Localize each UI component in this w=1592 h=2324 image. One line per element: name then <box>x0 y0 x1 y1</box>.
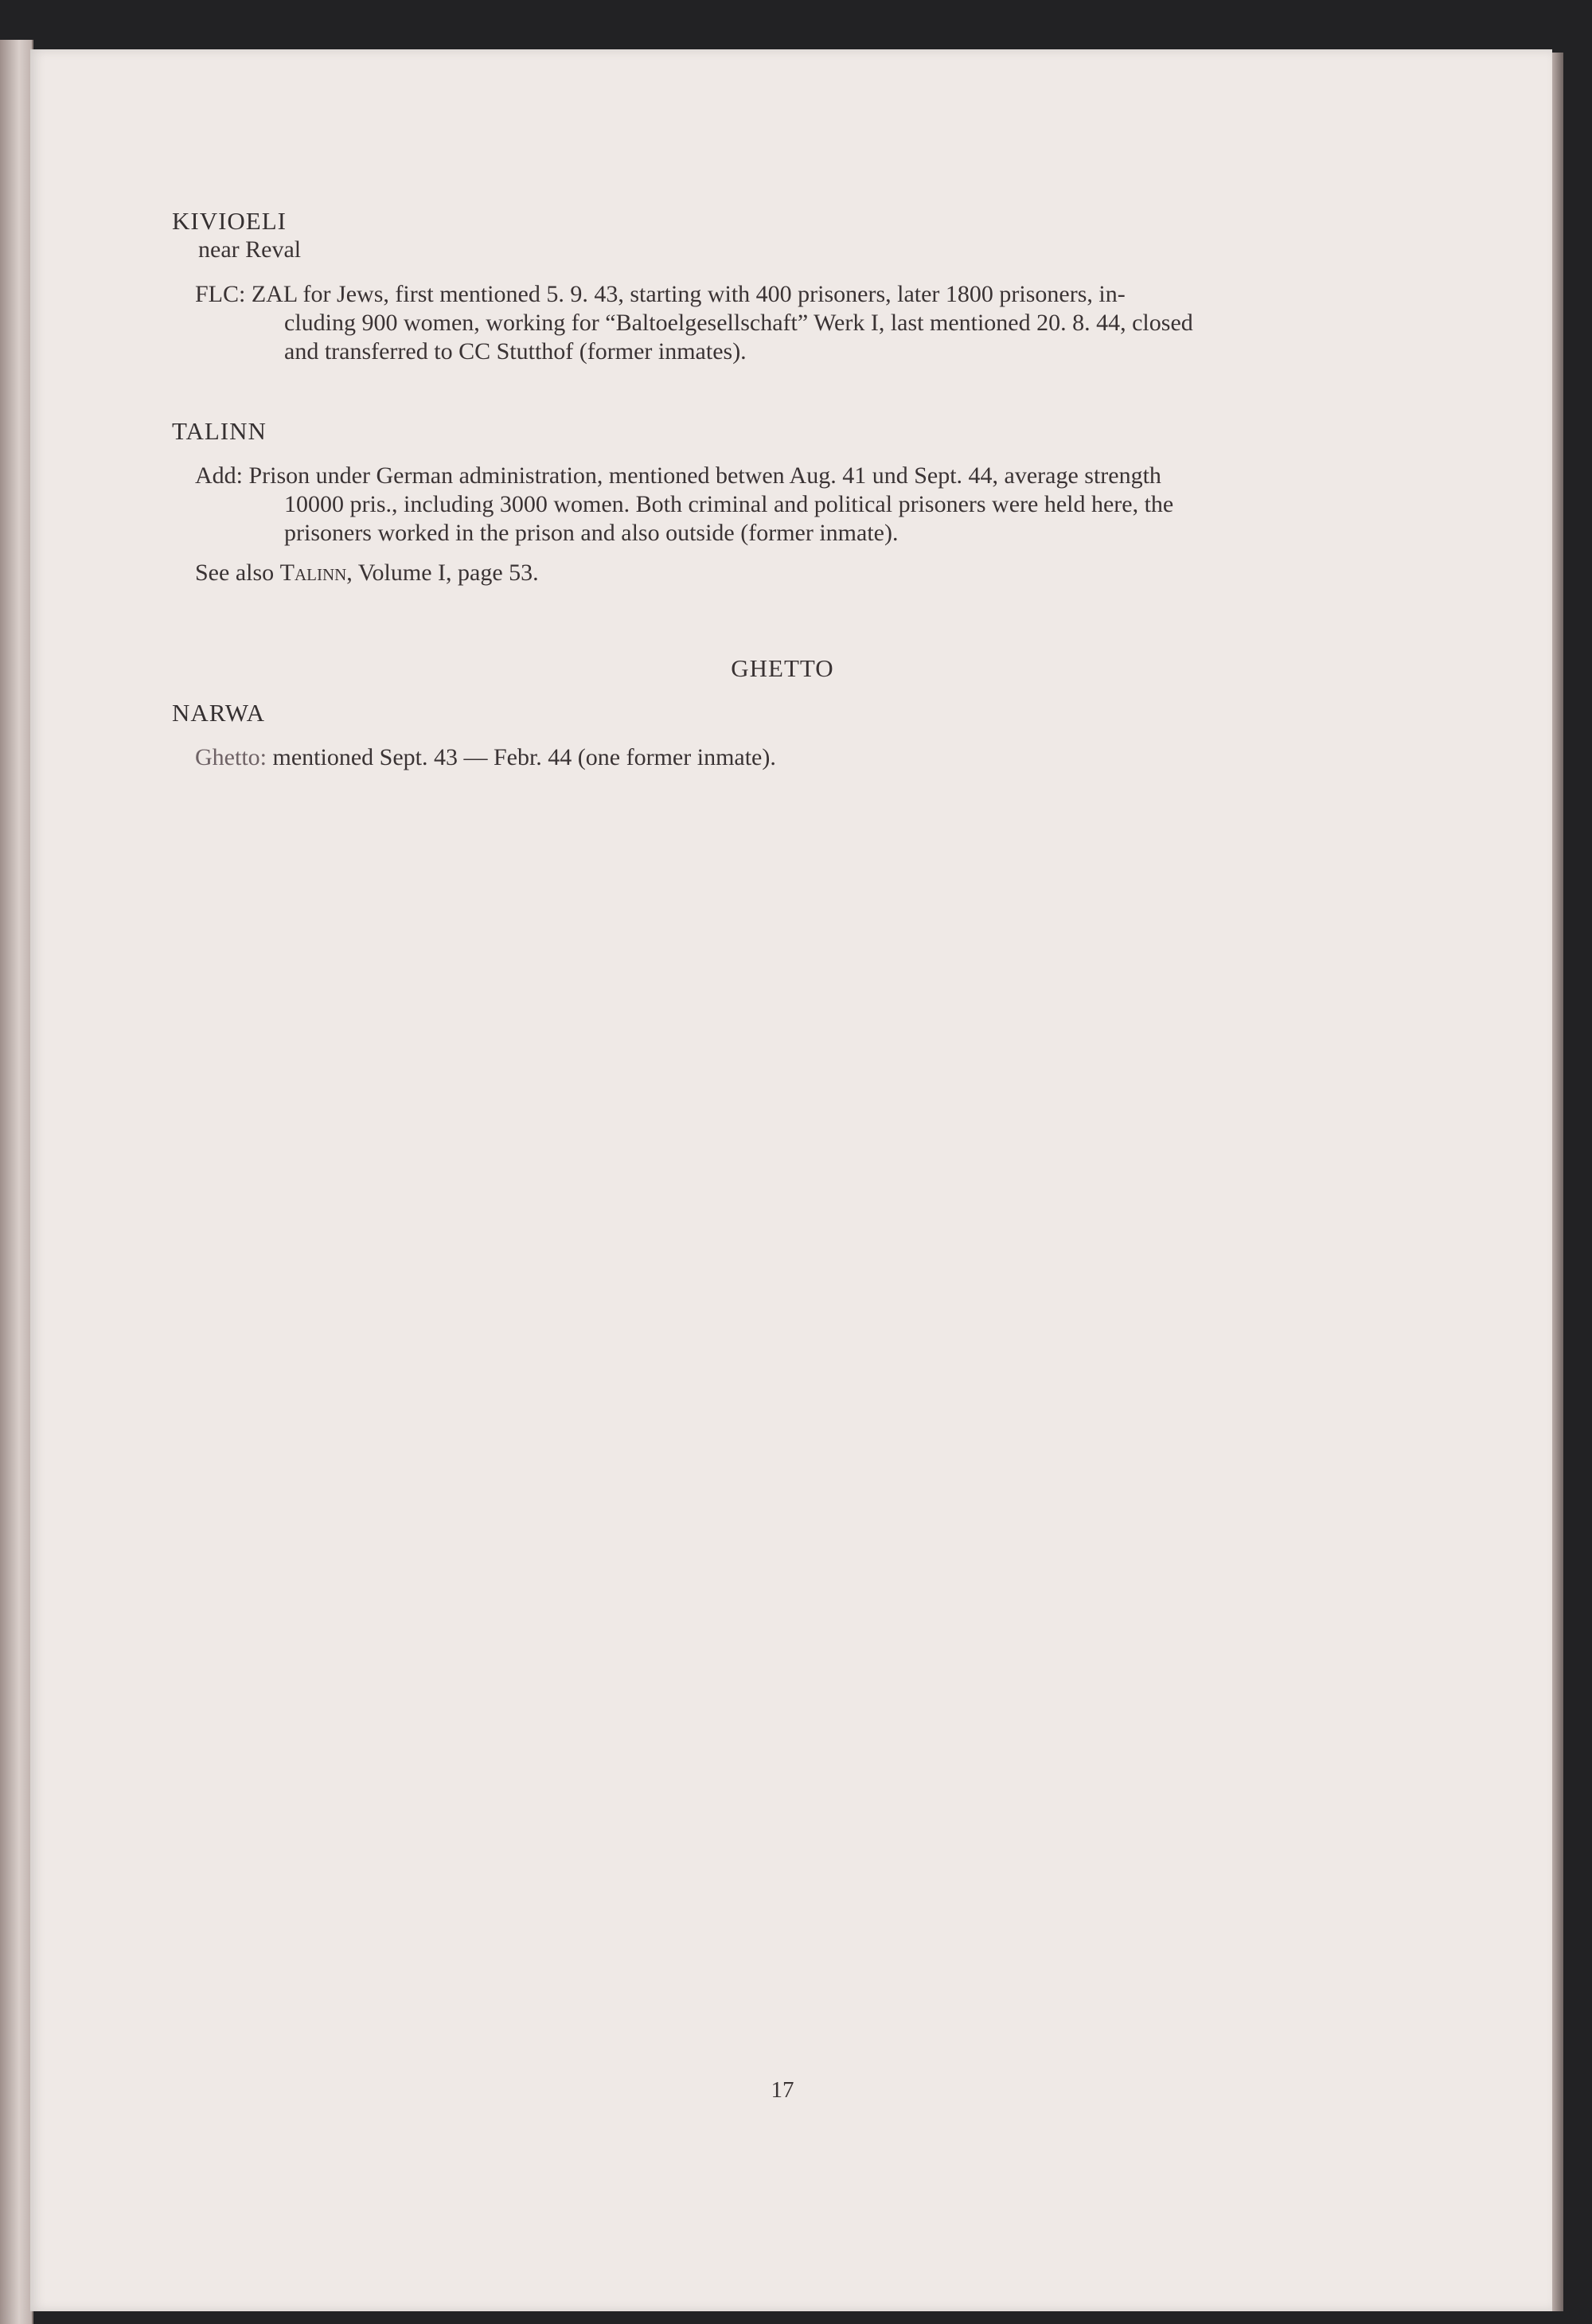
entry-line: cluding 900 women, working for “Baltoelgesellschaft” Werk I, last mentioned 20. 8. 44, closed <box>284 310 1193 336</box>
entry-line: 10000 pris., including 3000 women. Both criminal and political prisoners were held here, the <box>284 491 1174 517</box>
heading-narwa: NARWA <box>172 699 265 727</box>
entry-label: Ghetto: <box>195 744 267 770</box>
see-also-suffix: , Volume I, page 53. <box>346 560 539 586</box>
entry-talinn-add <box>195 462 1361 548</box>
entry-line: prisoners worked in the prison and also outside (former inmate). <box>284 520 899 546</box>
entry-line: ZAL for Jews, first mentioned 5. 9. 43, starting with 400 prisoners, later 1800 prisoners, in- <box>251 281 1126 307</box>
entry-kivioeli-flc <box>195 280 1361 366</box>
section-title-ghetto: GHETTO <box>731 654 834 682</box>
see-also-reference <box>195 559 1361 587</box>
entry-line: Prison under German administration, mentioned betwen Aug. 41 und Sept. 44, average strength <box>248 462 1161 489</box>
adjacent-page-edge <box>0 40 33 2324</box>
document-page <box>30 49 1552 2311</box>
heading-talinn: TALINN <box>172 417 267 445</box>
see-also-prefix: See also <box>195 560 275 586</box>
entry-label: Add: <box>195 462 243 489</box>
entry-line: mentioned Sept. 43 — Febr. 44 (one former inmate). <box>272 744 776 770</box>
page-shadow-edge <box>1552 53 1563 2311</box>
subheading-near-reval: near Reval <box>198 236 302 263</box>
entry-label: FLC: <box>195 281 246 307</box>
see-also-ref: Talinn <box>279 560 347 586</box>
entry-line: and transferred to CC Stutthof (former inmates). <box>284 338 747 365</box>
entry-narwa-ghetto <box>195 743 1361 772</box>
heading-kivioeli: KIVIOELI <box>172 207 287 235</box>
page-number: 17 <box>771 2077 794 2103</box>
